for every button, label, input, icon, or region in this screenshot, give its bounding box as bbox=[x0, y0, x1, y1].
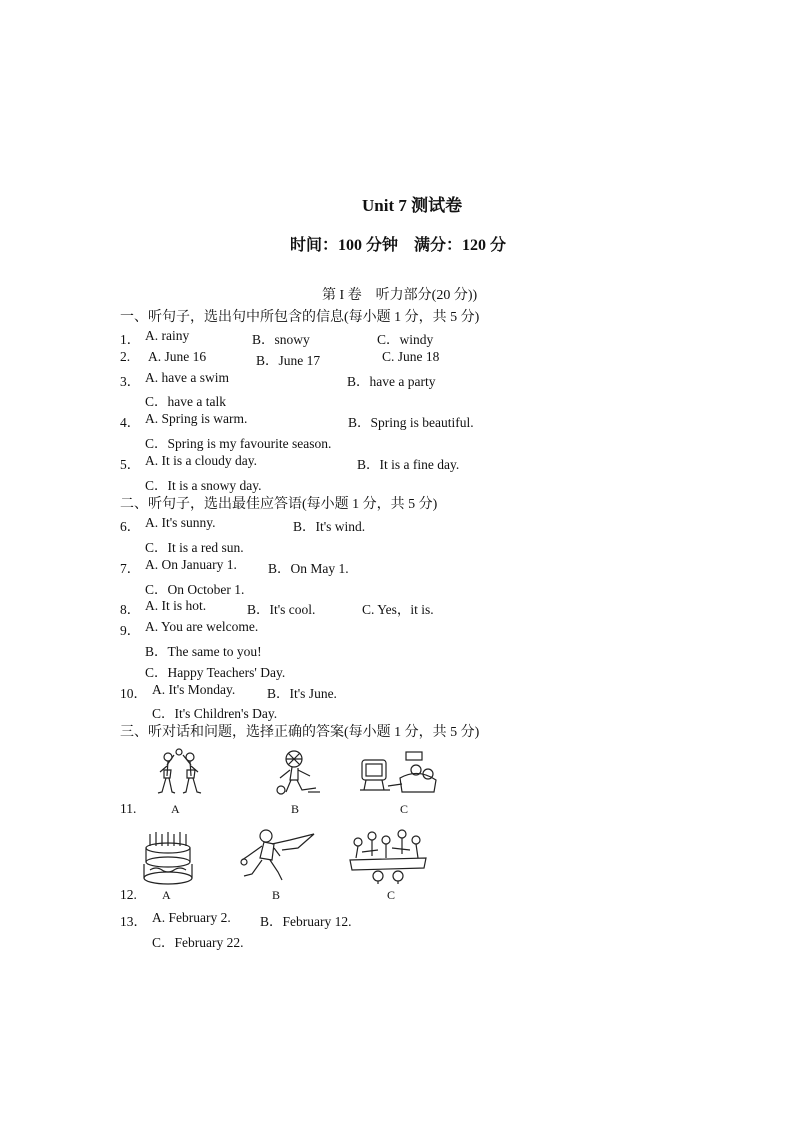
q11-label-a: A bbox=[171, 802, 180, 816]
kids-playing-ball-icon bbox=[152, 748, 208, 798]
q7-option-b: B．On May 1. bbox=[268, 561, 349, 576]
q11-label-c: C bbox=[400, 802, 409, 816]
page-title: Unit 7 测试卷 bbox=[362, 196, 463, 215]
q12-number: 12. bbox=[120, 887, 137, 902]
q12-label-b: B bbox=[272, 888, 281, 902]
running-boy-with-scarf-icon bbox=[234, 826, 318, 884]
q10-option-c: C．It's Children's Day. bbox=[152, 706, 278, 721]
q2-option-b: B．June 17 bbox=[256, 353, 321, 368]
q3-option-a: A. have a swim bbox=[145, 370, 229, 385]
q4-option-c: C．Spring is my favourite season. bbox=[145, 436, 332, 451]
q6-option-c: C．It is a red sun. bbox=[145, 540, 244, 555]
q13-option-b: B．February 12. bbox=[260, 914, 352, 929]
q1-number: 1． bbox=[120, 332, 141, 347]
q11-label-b: B bbox=[291, 802, 300, 816]
q3-number: 3． bbox=[120, 374, 141, 389]
q12-label-a: A bbox=[162, 888, 171, 902]
q2-option-c: C. June 18 bbox=[382, 349, 440, 364]
q6-option-b: B．It's wind. bbox=[293, 519, 366, 534]
q4-number: 4． bbox=[120, 415, 141, 430]
q12-label-c: C bbox=[387, 888, 396, 902]
q6-number: 6． bbox=[120, 519, 141, 534]
q7-option-a: A. On January 1. bbox=[145, 557, 237, 572]
q4-option-a: A. Spring is warm. bbox=[145, 411, 248, 426]
q13-number: 13． bbox=[120, 914, 147, 929]
q5-number: 5． bbox=[120, 457, 141, 472]
q11-number: 11. bbox=[120, 801, 137, 816]
q8-option-c: C. Yes，it is. bbox=[362, 602, 434, 617]
q10-option-a: A. It's Monday. bbox=[152, 682, 236, 697]
part1-heading: 第 I 卷 听力部分(20 分)) bbox=[322, 288, 478, 303]
q3-option-b: B．have a party bbox=[347, 374, 436, 389]
q8-number: 8． bbox=[120, 602, 141, 617]
q9-number: 9． bbox=[120, 623, 141, 638]
q7-number: 7． bbox=[120, 561, 141, 576]
q2-number: 2. bbox=[120, 349, 131, 364]
party-crowd-icon bbox=[348, 828, 428, 884]
q9-option-b: B．The same to you! bbox=[145, 644, 262, 659]
birthday-cake-icon bbox=[140, 830, 196, 886]
q8-option-a: A. It is hot. bbox=[145, 598, 207, 613]
q10-option-b: B．It's June. bbox=[267, 686, 337, 701]
q1-option-b: B．snowy bbox=[252, 332, 310, 347]
q13-option-c: C．February 22. bbox=[152, 935, 244, 950]
q5-option-b: B．It is a fine day. bbox=[357, 457, 460, 472]
section1-heading: 一、听句子，选出句中所包含的信息(每小题 1 分，共 5 分) bbox=[120, 310, 480, 325]
q7-option-c: C．On October 1. bbox=[145, 582, 245, 597]
q9-option-c: C．Happy Teachers' Day. bbox=[145, 665, 286, 680]
q4-option-b: B．Spring is beautiful. bbox=[348, 415, 474, 430]
q9-option-a: A. You are welcome. bbox=[145, 619, 259, 634]
q13-option-a: A. February 2. bbox=[152, 910, 231, 925]
time-info: 时间：100 分钟 满分：120 分 bbox=[290, 237, 507, 254]
boy-with-football-icon bbox=[268, 748, 324, 798]
q10-number: 10． bbox=[120, 686, 147, 701]
q5-option-c: C．It is a snowy day. bbox=[145, 478, 262, 493]
q3-option-c: C．have a talk bbox=[145, 394, 226, 409]
q2-option-a: A. June 16 bbox=[148, 349, 207, 364]
section3-heading: 三、听对话和问题，选择正确的答案(每小题 1 分，共 5 分) bbox=[120, 725, 480, 740]
q1-option-a: A. rainy bbox=[145, 328, 190, 343]
q6-option-a: A. It's sunny. bbox=[145, 515, 216, 530]
kids-watching-tv-icon bbox=[358, 750, 438, 798]
q8-option-b: B．It's cool. bbox=[247, 602, 316, 617]
q5-option-a: A. It is a cloudy day. bbox=[145, 453, 257, 468]
q1-option-c: C．windy bbox=[377, 332, 434, 347]
section2-heading: 二、听句子，选出最佳应答语(每小题 1 分，共 5 分) bbox=[120, 497, 438, 512]
